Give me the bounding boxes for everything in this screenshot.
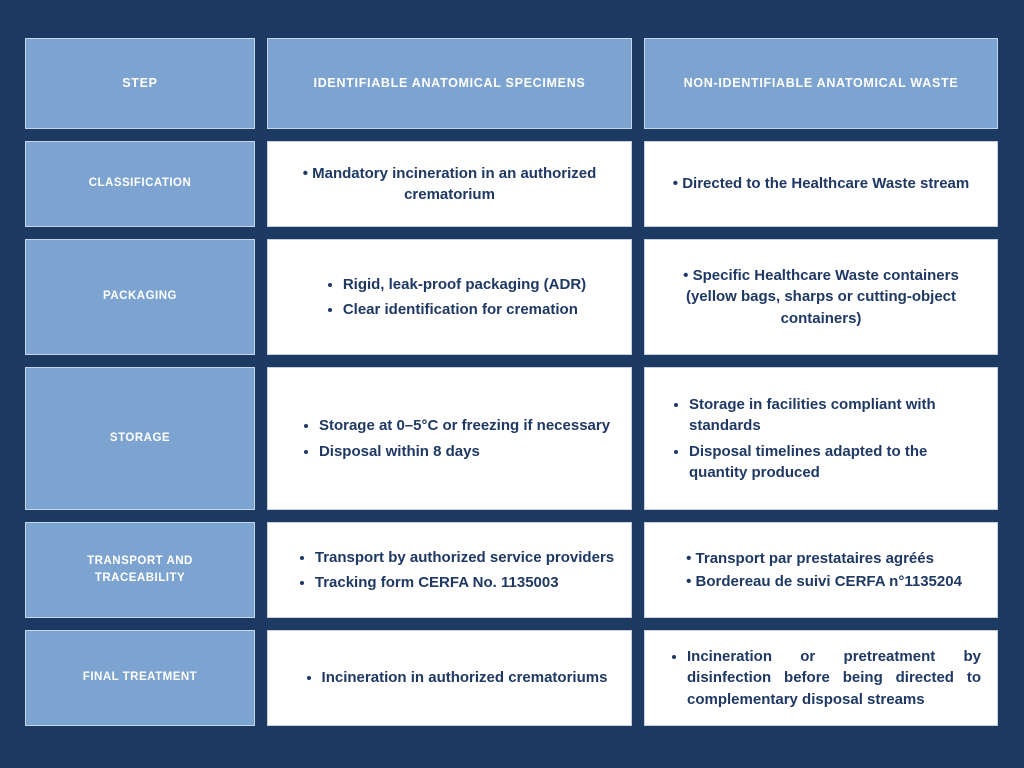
- step-label: CLASSIFICATION: [88, 177, 192, 190]
- bullet-list: [670, 546, 972, 595]
- bullet-item: • Incineration in authorized crematoriums: [322, 667, 608, 688]
- bullet-list: [645, 390, 997, 487]
- header-label-identifiable: IDENTIFIABLE ANATOMICAL SPECIMENS: [313, 76, 586, 91]
- comparison-table: [25, 38, 998, 726]
- step-label: FINAL TREATMENT: [82, 671, 198, 684]
- step-cell-packaging: [25, 239, 255, 355]
- bullet-item: • Disposal timelines adapted to the quantity produced: [689, 441, 983, 484]
- bullet-item: • Rigid, leak-proof packaging (ADR): [343, 274, 586, 295]
- cell-final-non-identifiable: [644, 630, 998, 726]
- bullet-item: • Specific Healthcare Waste containers (yellow bags, sharps or cutting-object containers): [645, 265, 997, 329]
- cell-storage-identifiable: [267, 367, 632, 510]
- cell-classification-identifiable: [267, 141, 632, 227]
- step-label: TRANSPORT AND TRACEABILITY: [87, 554, 193, 584]
- header-cell-identifiable: [267, 38, 632, 129]
- cell-storage-non-identifiable: [644, 367, 998, 510]
- bullet-item: • Directed to the Healthcare Waste stream: [653, 173, 989, 194]
- header-cell-step: [25, 38, 255, 129]
- bullet-list: [645, 642, 997, 714]
- bullet-list: [275, 411, 624, 466]
- step-cell-classification: [25, 141, 255, 227]
- bullet-item: • Incineration or pretreatment by disinfection before being directed to complementary disposal streams: [687, 646, 981, 710]
- bullet-item: • Storage in facilities compliant with standards: [689, 394, 983, 437]
- cell-classification-non-identifiable: [644, 141, 998, 227]
- bullet-list: [278, 663, 622, 692]
- bullet-item: • Mandatory incineration in an authorized crematorium: [268, 163, 631, 206]
- header-label-non-identifiable: NON-IDENTIFIABLE ANATOMICAL WASTE: [683, 76, 959, 91]
- header-label-step: STEP: [122, 76, 158, 91]
- bullet-item: • Bordereau de suivi CERFA n°1135204: [686, 571, 962, 592]
- bullet-item: • Transport by authorized service providers: [315, 547, 614, 568]
- step-cell-final-treatment: [25, 630, 255, 726]
- bullet-item: • Transport par prestataires agréés: [686, 548, 962, 569]
- cell-transport-identifiable: [267, 522, 632, 618]
- step-label: PACKAGING: [103, 290, 177, 303]
- bullet-item: • Tracking form CERFA No. 1135003: [315, 572, 614, 593]
- bullet-item: • Disposal within 8 days: [319, 441, 610, 462]
- header-cell-non-identifiable: [644, 38, 998, 129]
- step-label: STORAGE: [109, 431, 171, 444]
- step-cell-storage: [25, 367, 255, 510]
- step-cell-transport: [25, 522, 255, 618]
- cell-packaging-non-identifiable: [644, 239, 998, 355]
- bullet-list: [271, 543, 628, 598]
- cell-transport-non-identifiable: [644, 522, 998, 618]
- cell-packaging-identifiable: [267, 239, 632, 355]
- cell-final-identifiable: [267, 630, 632, 726]
- bullet-item: • Clear identification for cremation: [343, 299, 586, 320]
- bullet-list: [299, 270, 600, 325]
- bullet-item: • Storage at 0–5°C or freezing if necessary: [319, 415, 610, 436]
